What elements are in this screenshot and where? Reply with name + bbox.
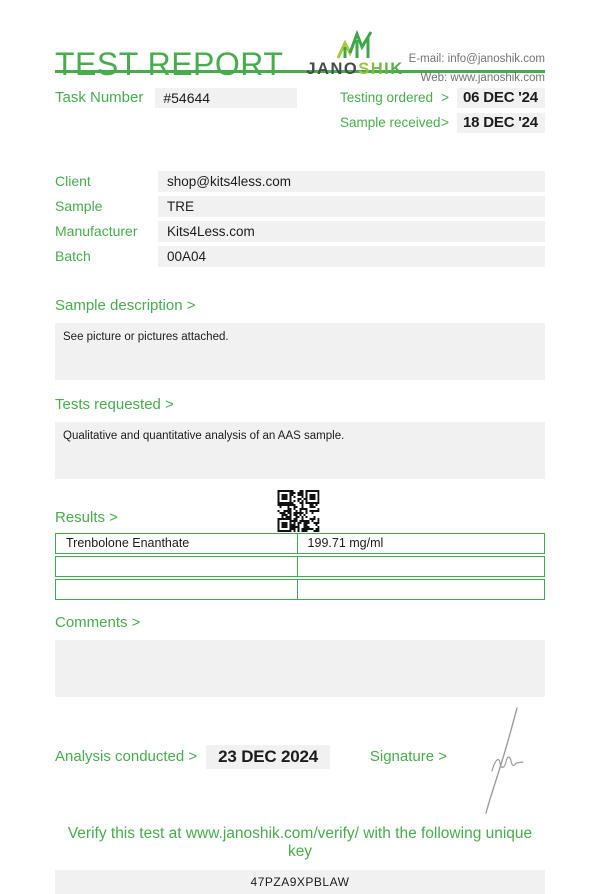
sample-received-row bbox=[340, 113, 545, 133]
info-row-batch bbox=[55, 246, 545, 267]
contact-block bbox=[409, 50, 545, 88]
contact-web-line bbox=[409, 69, 545, 88]
comments-heading: Comments > bbox=[55, 613, 141, 631]
testing-ordered-text: Testing ordered bbox=[340, 90, 434, 105]
tests-requested-section bbox=[55, 396, 545, 479]
brand-logo bbox=[306, 30, 403, 78]
email-value: info@janoshik.com bbox=[447, 53, 545, 65]
sample-received-text: Sample received bbox=[340, 115, 441, 130]
manufacturer-label: Manufacturer bbox=[55, 222, 138, 239]
tests-requested-box: Qualitative and quantitative analysis of an AAS sample. bbox=[55, 422, 545, 479]
sample-description-heading: Sample description > bbox=[55, 296, 196, 314]
signature-image bbox=[479, 705, 527, 817]
task-number-group bbox=[55, 88, 297, 108]
sample-info-block bbox=[55, 171, 545, 267]
batch-label: Batch bbox=[55, 247, 91, 264]
table-row bbox=[55, 556, 545, 577]
signature-label: Signature > bbox=[369, 748, 447, 765]
sample-received-label bbox=[340, 115, 457, 130]
comments-box bbox=[55, 640, 545, 697]
sample-description-section bbox=[55, 297, 545, 380]
task-number-value: #54644 bbox=[155, 88, 297, 108]
substance-cell bbox=[56, 580, 298, 599]
verify-key: 47PZA9XPBLAW bbox=[55, 870, 545, 894]
tests-requested-heading: Tests requested > bbox=[55, 395, 174, 413]
info-row-manufacturer bbox=[55, 221, 545, 242]
results-table bbox=[55, 533, 545, 600]
testing-ordered-label bbox=[340, 90, 457, 105]
verify-text: Verify this test at www.janoshik.com/verify/ with the following unique key bbox=[67, 824, 533, 860]
analysis-conducted-group bbox=[55, 745, 330, 769]
client-value: shop@kits4less.com bbox=[158, 171, 545, 192]
brand-name-primary: JANO bbox=[306, 60, 359, 78]
brand-name-secondary: SHIK bbox=[358, 60, 404, 78]
substance-cell: Trenbolone Enanthate bbox=[56, 534, 298, 553]
web-value: www.janoshik.com bbox=[450, 71, 545, 84]
sample-received-value: 18 DEC '24 bbox=[457, 113, 545, 133]
arrow-glyph: > bbox=[441, 115, 449, 130]
substance-cell bbox=[56, 557, 298, 576]
report-header bbox=[55, 0, 545, 84]
arrow-glyph: > bbox=[441, 90, 449, 105]
sample-description-box: See picture or pictures attached. bbox=[55, 323, 545, 380]
sample-value: TRE bbox=[158, 196, 545, 217]
analysis-conducted-label: Analysis conducted > bbox=[55, 748, 198, 765]
result-cell bbox=[298, 580, 544, 599]
brand-name bbox=[306, 61, 403, 78]
task-number-label: Task Number bbox=[55, 89, 144, 106]
results-section-header bbox=[55, 489, 545, 529]
analysis-signature-row bbox=[55, 735, 545, 779]
email-label: E-mail: bbox=[408, 53, 445, 65]
testing-ordered-value: 06 DEC '24 bbox=[457, 88, 545, 108]
table-row bbox=[55, 533, 545, 554]
manufacturer-value: Kits4Less.com bbox=[158, 221, 545, 242]
info-row-sample bbox=[55, 196, 545, 217]
task-dates bbox=[340, 88, 545, 138]
task-row bbox=[55, 88, 545, 138]
sample-label: Sample bbox=[55, 197, 103, 214]
batch-value: 00A04 bbox=[158, 246, 545, 267]
qr-code bbox=[277, 490, 319, 532]
testing-ordered-row bbox=[340, 88, 545, 108]
results-heading: Results > bbox=[55, 508, 118, 526]
growth-chart-icon bbox=[335, 30, 375, 60]
comments-section bbox=[55, 614, 545, 697]
info-row-client bbox=[55, 171, 545, 192]
result-cell: 199.71 mg/ml bbox=[307, 535, 384, 550]
client-label: Client bbox=[55, 172, 91, 189]
page-title: TEST REPORT bbox=[55, 46, 284, 82]
analysis-date-value: 23 DEC 2024 bbox=[206, 745, 330, 769]
table-row bbox=[55, 579, 545, 600]
result-cell bbox=[298, 557, 544, 576]
contact-email-line bbox=[409, 50, 545, 69]
web-label: Web: bbox=[420, 71, 448, 84]
